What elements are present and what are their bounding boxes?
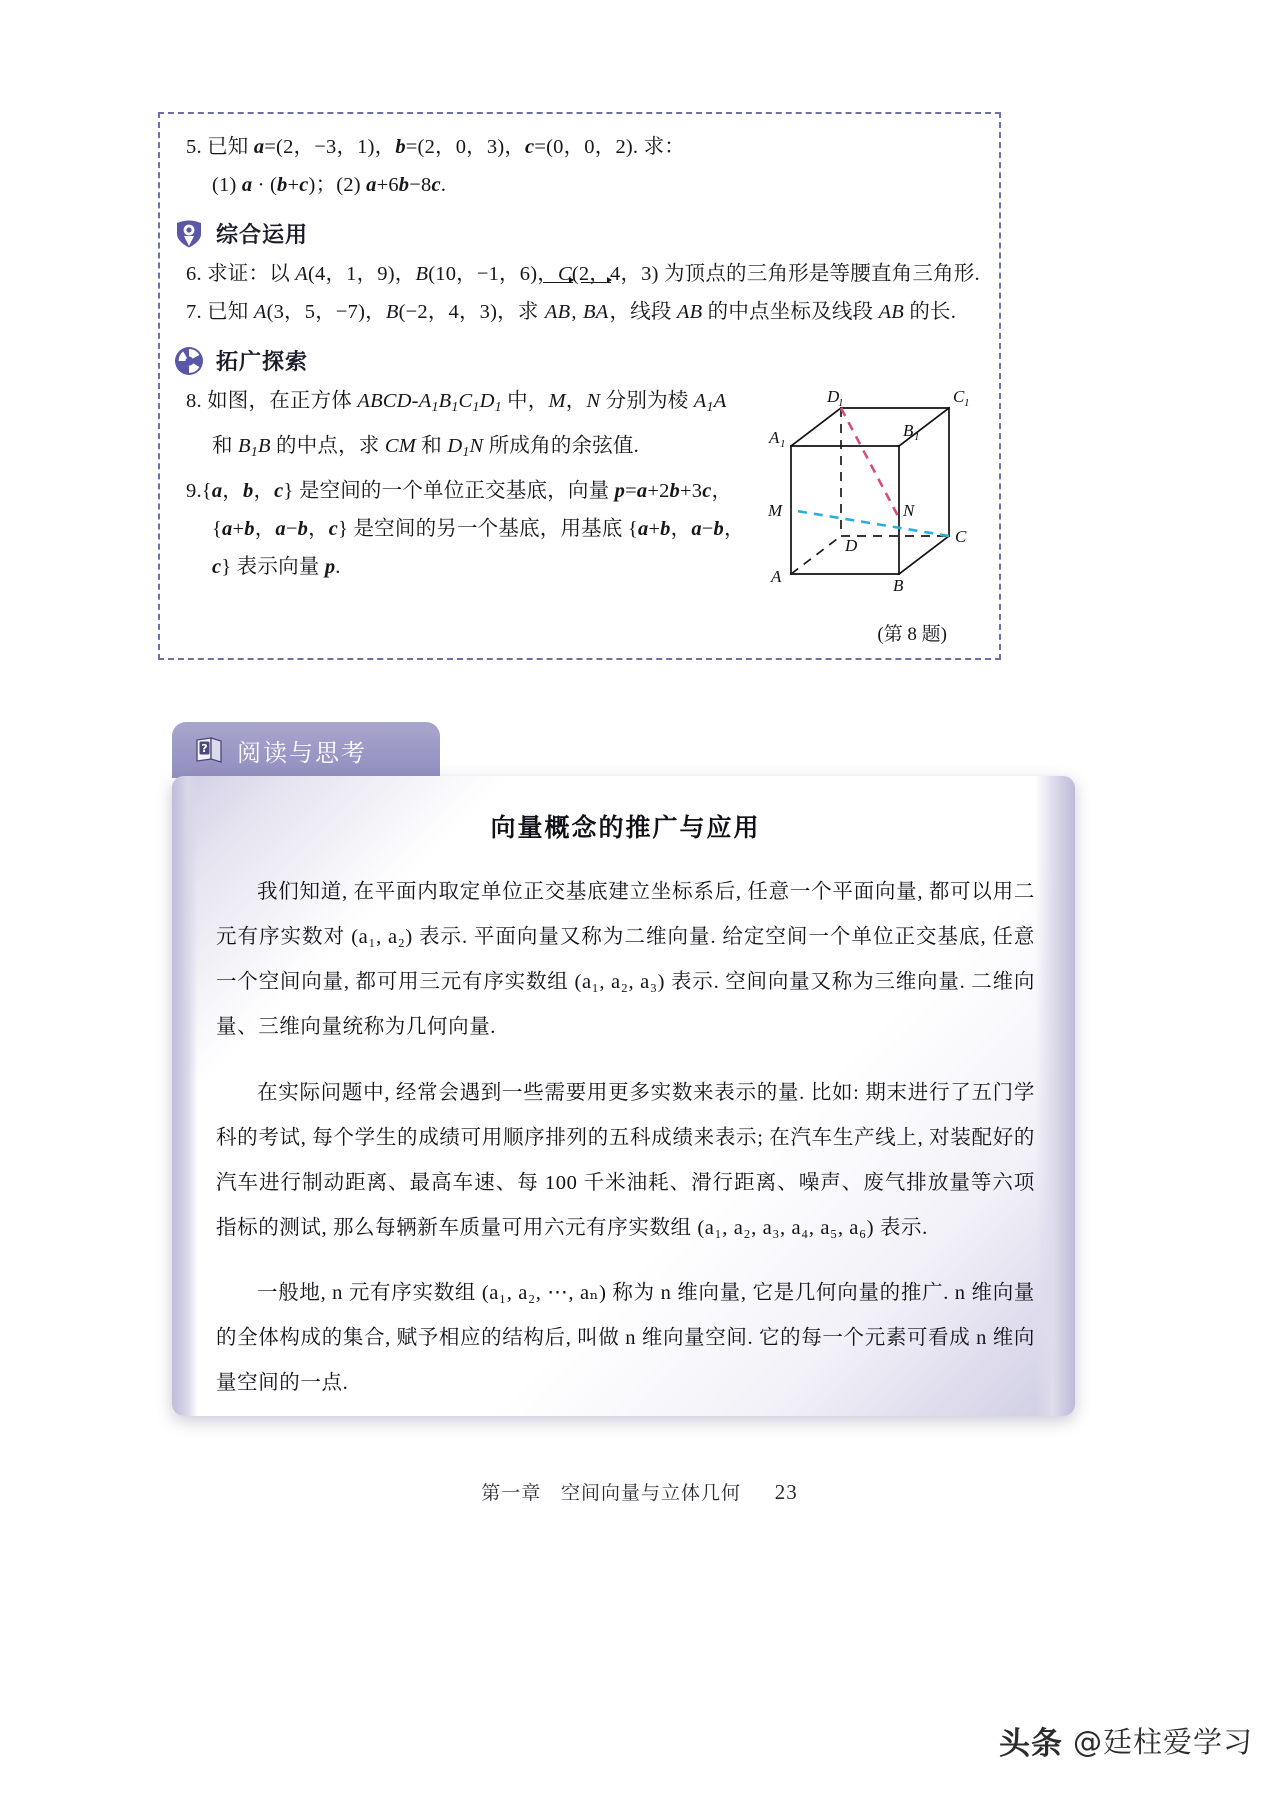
reading-tab-label: 阅读与思考	[237, 738, 367, 767]
section-heading-comprehensive	[174, 218, 977, 249]
question-9-line1: {a，b，c} 是空间的一个单位正交基底，向量 p=a+2b+3c，	[201, 479, 733, 502]
cube-figure	[761, 386, 991, 622]
svg-text:D: D	[827, 387, 840, 406]
watermark-handle: @廷柱爱学习	[1072, 1725, 1253, 1759]
reading-paragraph: 在实际问题中, 经常会遇到一些需要用更多实数来表示的量. 比如: 期末进行了五门学科的考试, 每个学生的成绩可用顺序排列的五科成绩来表示; 在汽车生产线上, 对装配好的汽车进行制动距离、最高车速、每 100 千米油耗、滑行距离、噪声、废气排放量等六项指标的测试, 那么每辆新车质量可用六元有序实数组 (a₁, a₂, a₃, a₄, a₅, a₆) 表示.	[216, 1081, 1035, 1239]
reading-card-body	[172, 776, 1075, 1416]
section-label-expansion: 拓广探索	[216, 350, 309, 375]
reading-paragraph: 我们知道, 在平面内取定单位正交基底建立坐标系后, 任意一个平面向量, 都可以用二元有序实数对 (a₁, a₂) 表示. 平面向量又称为二维向量. 给定空间一个单位正交基底, 任意一个空间向量, 都可用三元有序实数组 (a₁, a₂, a₃) 表示. 空间向量又称为三维向量. 二维向量、三维向量统称为几何向量.	[216, 881, 1035, 1038]
question-5-body: 已知 a=(2，−3，1)，b=(2，0，3)，c=(0，0，2). 求：	[207, 136, 685, 158]
question-9-line3: c} 表示向量 p.	[212, 555, 341, 578]
book-question-icon	[194, 735, 224, 765]
svg-text:1: 1	[780, 438, 786, 450]
svg-text:1: 1	[964, 397, 970, 409]
reading-title: 向量概念的推广与应用	[490, 813, 761, 842]
svg-text:D: D	[845, 536, 858, 555]
segment-d1n	[841, 408, 899, 518]
segment-cm	[791, 510, 949, 536]
question-number-8: 8.	[186, 390, 202, 412]
question-number-9: 9.	[186, 479, 202, 502]
exercise-item-5-sub: (1) a · (b+c)；(2) a+6b−8c.	[212, 174, 447, 196]
watermark	[999, 1718, 1253, 1763]
exercise-dashed-block	[158, 112, 1001, 660]
exercise-item-5	[186, 128, 977, 166]
exercise-item-7	[186, 293, 977, 331]
footer-chapter: 第一章	[481, 1483, 542, 1504]
reading-and-thinking-section	[150, 722, 1075, 1422]
figure-caption: (第 8 题)	[877, 624, 947, 645]
footer-title: 空间向量与立体几何	[561, 1483, 742, 1504]
question-9-line2: {a+b，a−b，c} 是空间的另一个基底，用基底 {a+b，a−b，	[212, 517, 745, 540]
question-number-5: 5.	[186, 136, 202, 158]
page-footer	[0, 1478, 1279, 1505]
svg-text:C: C	[953, 387, 965, 406]
svg-text:1: 1	[914, 431, 920, 443]
reading-paragraph: 一般地, n 元有序实数组 (a₁, a₂, ⋯, aₙ) 称为 n 维向量, 它是几何向量的推广. n 维向量的全体构成的集合, 赋予相应的结构后, 叫做 n 维向量空间. 它的每一个元素可看成 n 维向量空间的一点.	[216, 1282, 1035, 1394]
svg-text:B: B	[903, 421, 914, 440]
reading-section-tab	[172, 722, 440, 778]
svg-text:A: A	[771, 567, 782, 586]
exercise-item-6	[186, 255, 980, 293]
section-label-comprehensive: 综合运用	[216, 223, 309, 248]
section-heading-expansion	[174, 345, 977, 376]
swirl-badge-icon	[174, 346, 204, 376]
svg-text:A: A	[769, 428, 780, 447]
question-number-6: 6.	[186, 263, 202, 285]
svg-text:C: C	[955, 527, 967, 546]
svg-text:?: ?	[201, 742, 208, 755]
question-number-7: 7.	[186, 301, 202, 323]
svg-text:1: 1	[838, 397, 844, 409]
svg-text:M: M	[768, 501, 783, 520]
page-number: 23	[774, 1480, 798, 1504]
watermark-logo: 头条	[998, 1726, 1063, 1762]
shield-badge-icon	[174, 219, 204, 249]
svg-text:B: B	[893, 576, 904, 595]
question-7-body: 已知 A(3，5，−7)，B(−2，4，3)，求 AB, BA，线段 AB 的中点坐标及线段 AB 的长.	[207, 301, 956, 323]
svg-text:N: N	[903, 501, 915, 520]
question-8-line1: 如图，在正方体 ABCD-$A_1B_1C_1D_1$ 中，M，N 分别为棱 $A_1A$	[207, 390, 727, 415]
question-8-line2: 和 $B_1B$ 的中点，求 CM 和 $D_1N$ 所成角的余弦值.	[212, 434, 639, 460]
question-6-body: 求证：以 A(4，1，9)，B(10，−1，6)，C(2，4，3) 为顶点的三角形是等腰直角三角形.	[207, 263, 980, 285]
